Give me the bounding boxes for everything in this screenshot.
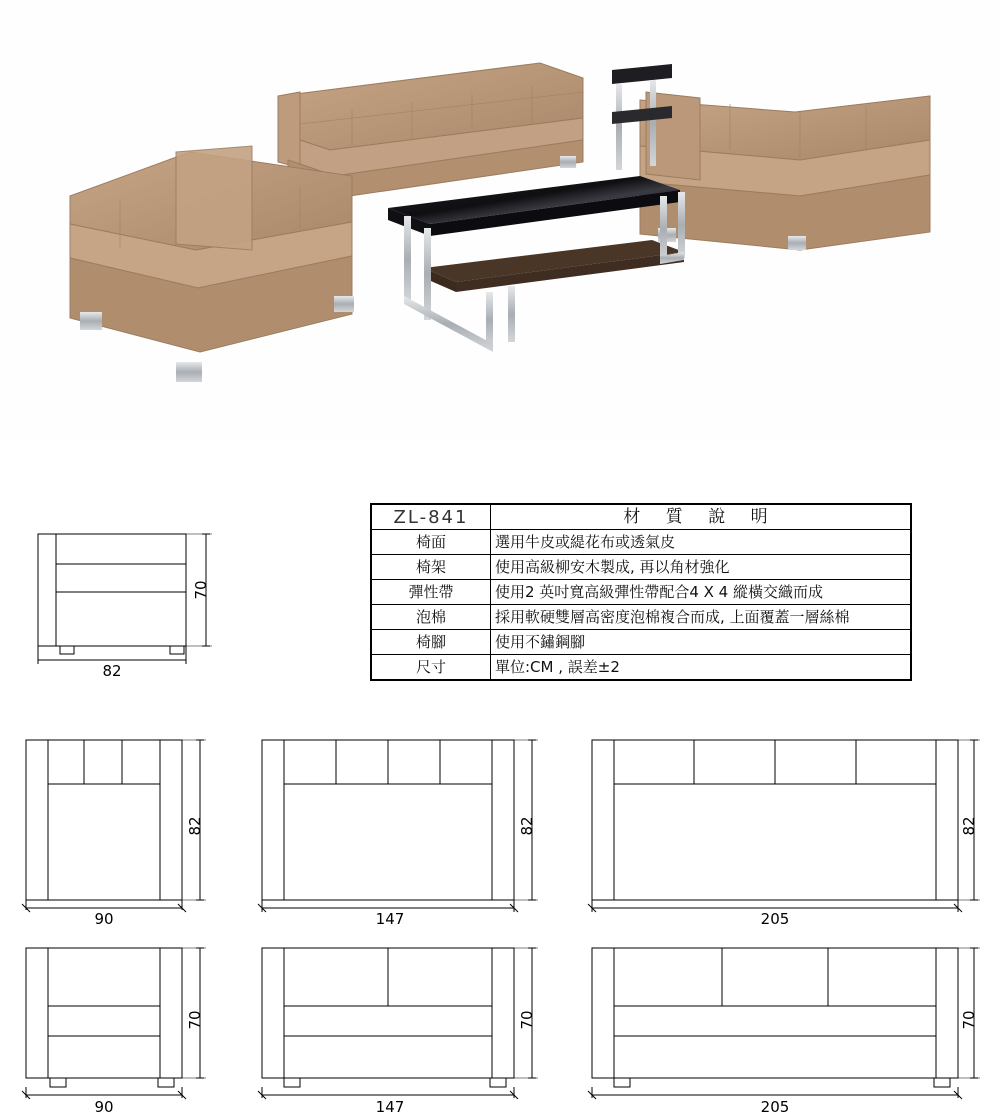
spec-header-row	[372, 505, 911, 530]
spec-label: 尺寸	[372, 655, 491, 680]
front-view-height-label: 70	[186, 1010, 204, 1030]
spec-label: 彈性帶	[372, 580, 491, 605]
coffee-table	[388, 176, 685, 352]
front-view-147	[248, 940, 548, 1112]
front-view-width-label: 205	[760, 1098, 790, 1112]
product-code: ZL-841	[372, 505, 491, 530]
table-row	[372, 630, 911, 655]
top-view-depth-label: 82	[960, 816, 978, 836]
spec-value: 使用高級柳安木製成, 再以角材強化	[491, 555, 911, 580]
side-view-height-label: 70	[192, 580, 210, 600]
spec-title: 材 質 說 明	[491, 505, 911, 530]
table-row	[372, 655, 911, 680]
front-view-205	[578, 940, 988, 1112]
spec-value: 使用不鏽鋼腳	[491, 630, 911, 655]
material-spec-table	[370, 503, 912, 681]
sofa-set-illustration	[0, 0, 1000, 440]
table-row	[372, 555, 911, 580]
front-view-width-label: 147	[375, 1098, 405, 1112]
front-view-height-label: 70	[518, 1010, 536, 1030]
top-view-width-label: 147	[375, 910, 405, 928]
front-view-height-label: 70	[960, 1010, 978, 1030]
armchair	[70, 146, 354, 382]
top-view-width-label: 90	[94, 910, 114, 928]
table-row	[372, 530, 911, 555]
top-view-90	[10, 730, 220, 928]
front-view-90	[10, 940, 220, 1112]
top-view-147	[248, 730, 548, 928]
spec-label: 椅架	[372, 555, 491, 580]
top-view-depth-label: 82	[186, 816, 204, 836]
spec-value: 使用2 英吋寬高級彈性帶配合4 X 4 縱橫交織而成	[491, 580, 911, 605]
spec-value: 採用軟硬雙層高密度泡棉複合而成, 上面覆蓋一層絲棉	[491, 605, 911, 630]
side-view-drawing	[20, 520, 230, 680]
table-row	[372, 580, 911, 605]
spec-value: 單位:CM , 誤差±2	[491, 655, 911, 680]
spec-label: 泡棉	[372, 605, 491, 630]
top-view-205	[578, 730, 988, 928]
table-row	[372, 605, 911, 630]
spec-label: 椅腳	[372, 630, 491, 655]
product-photo	[0, 0, 1000, 440]
spec-value: 選用牛皮或緹花布或透氣皮	[491, 530, 911, 555]
front-view-width-label: 90	[94, 1098, 114, 1112]
top-view-depth-label: 82	[518, 816, 536, 836]
side-view-depth-label: 82	[102, 662, 122, 680]
spec-label: 椅面	[372, 530, 491, 555]
top-view-width-label: 205	[760, 910, 790, 928]
